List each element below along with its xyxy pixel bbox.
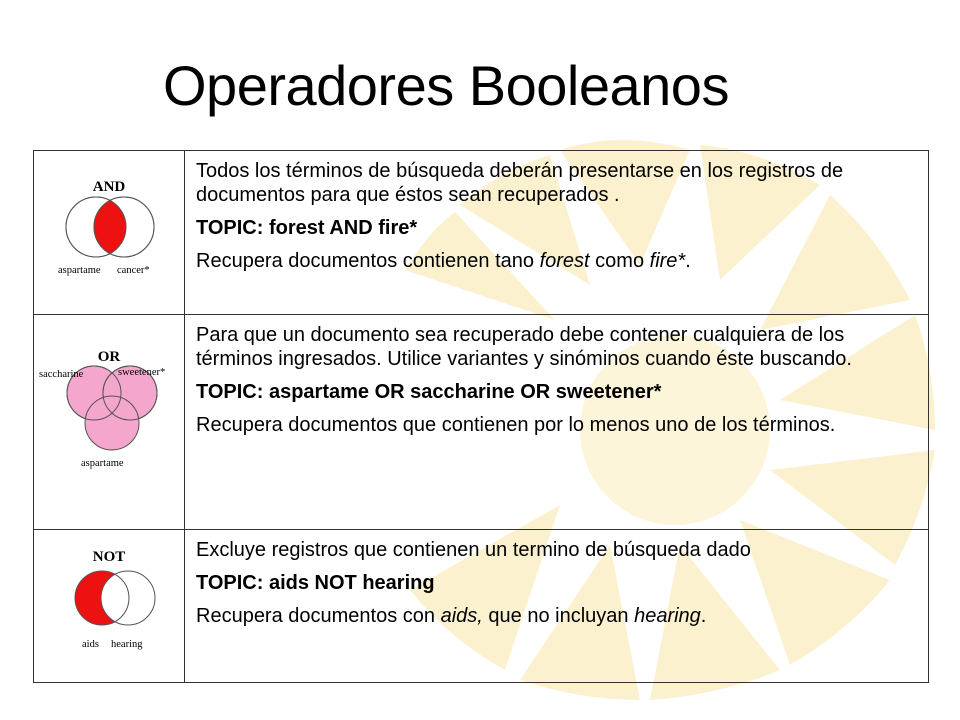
or-right-term-label: sweetener* [118, 367, 166, 378]
and-description: Todos los términos de búsqueda deberán presentarse en los registros de documentos para que éstos sean recuperados . [196, 160, 844, 206]
or-example-query: TOPIC: aspartame OR saccharine OR sweetener* [196, 381, 662, 403]
not-operator-label: NOT [92, 549, 126, 565]
table-row-not [34, 530, 929, 683]
not-left-term-label: aids [82, 639, 99, 650]
or-bottom-term-label: aspartame [81, 458, 124, 469]
or-description: Para que un documento sea recuperado debe contener cualquiera de los términos ingresados. Utilice variantes y sinóminos cuando éste buscando. [196, 324, 852, 370]
and-venn-diagram [34, 151, 184, 315]
or-result: Recupera documentos que contienen por lo menos uno de los términos. [196, 414, 836, 436]
not-description: Excluye registros que contienen un termino de búsqueda dado [196, 539, 751, 561]
not-example-query: TOPIC: aids NOT hearing [196, 572, 435, 594]
not-right-term-label: hearing [111, 639, 143, 650]
and-operator-label: AND [92, 179, 126, 195]
or-bottom-circle [85, 396, 139, 450]
and-right-term-label: cancer* [117, 265, 150, 276]
or-diagram-cell [34, 315, 185, 530]
slide-title: Operadores Booleanos [163, 54, 729, 117]
not-term-hearing: hearing [634, 605, 701, 627]
not-venn-diagram [34, 530, 184, 683]
boolean-operators-table [33, 150, 929, 683]
table-row-and [34, 151, 929, 315]
or-left-term-label: saccharine [39, 369, 84, 380]
and-diagram-cell [34, 151, 185, 315]
and-text-cell [185, 151, 929, 315]
not-term-aids: aids, [440, 605, 483, 627]
and-example-query: TOPIC: forest AND fire* [196, 217, 418, 239]
and-result: Recupera documentos contienen tano forest como fire*. [196, 250, 691, 272]
or-text-cell [185, 315, 929, 530]
or-operator-label: OR [97, 349, 121, 365]
or-venn-diagram [34, 315, 184, 530]
table-row-or [34, 315, 929, 530]
and-term-fire: fire* [649, 250, 686, 272]
not-diagram-cell [34, 530, 185, 683]
and-term-forest: forest [539, 250, 590, 272]
not-result: Recupera documentos con aids, que no incluyan hearing. [196, 605, 707, 627]
and-left-term-label: aspartame [58, 265, 101, 276]
not-text-cell [185, 530, 929, 683]
